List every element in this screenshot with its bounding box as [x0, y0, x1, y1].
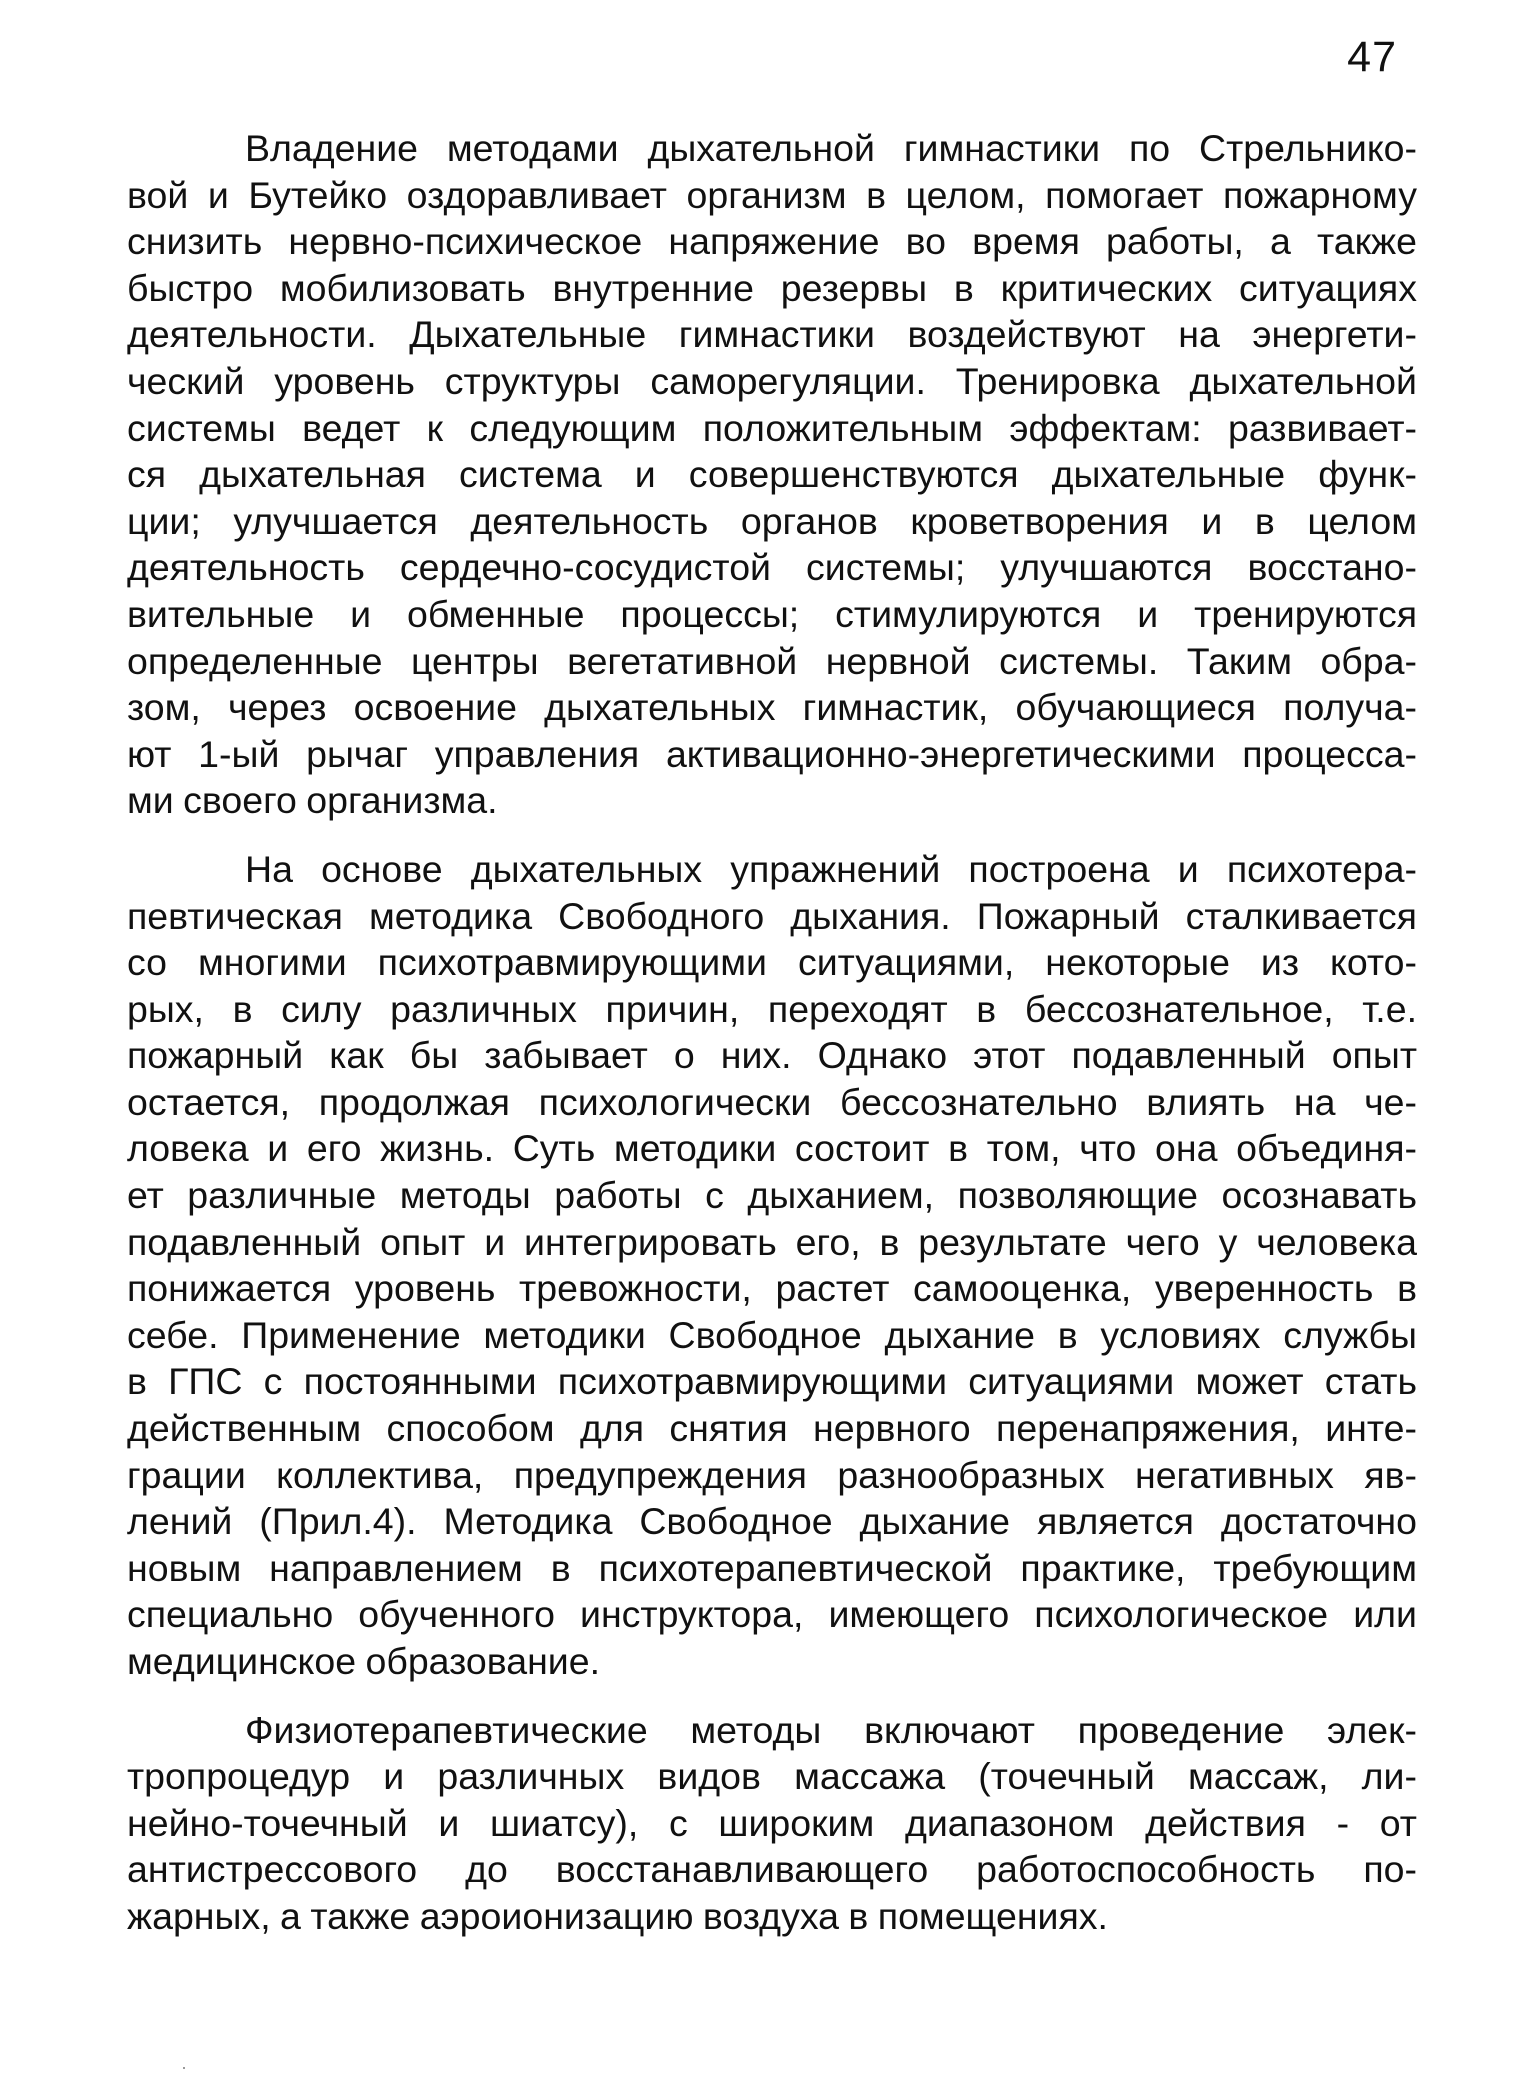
text-line: определенные центры вегетативной нервной системы. Таким обра-: [127, 639, 1417, 682]
text-line: нейно-точечный и шиатсу), с широким диапазоном действия - от: [127, 1801, 1417, 1844]
page-number: 47: [1347, 33, 1397, 81]
text-line: тропроцедур и различных видов массажа (точечный массаж, ли-: [127, 1755, 1417, 1798]
text-line: деятельности. Дыхательные гимнастики воздействуют на энергети-: [127, 313, 1417, 356]
text-line: со многими психотравмирующими ситуациями, некоторые из кото-: [127, 941, 1417, 984]
text-line: действенным способом для снятия нервного перенапряжения, инте-: [127, 1407, 1417, 1450]
text-line: пожарный как бы забывает о них. Однако этот подавленный опыт: [127, 1034, 1417, 1077]
text-line: ми своего организма.: [127, 779, 498, 822]
text-line: На основе дыхательных упражнений построена и психотера-: [245, 847, 1417, 890]
text-line: ет различные методы работы с дыханием, позволяющие осознавать: [127, 1174, 1417, 1217]
text-line: медицинское образование.: [127, 1640, 601, 1682]
text-line: новым направлением в психотерапевтической практике, требующим: [127, 1546, 1417, 1589]
text-line: ческий уровень структуры саморегуляции. Тренировка дыхательной: [127, 359, 1417, 402]
text-line: быстро мобилизовать внутренние резервы в критических ситуациях: [127, 266, 1417, 309]
text-line: остается, продолжая психологически бессознательно влиять на че-: [127, 1080, 1417, 1123]
scan-speck: [183, 2067, 185, 2069]
text-line: вительные и обменные процессы; стимулируются и тренируются: [127, 592, 1417, 635]
text-line: лений (Прил.4). Методика Свободное дыхание является достаточно: [127, 1500, 1417, 1543]
text-line: понижается уровень тревожности, растет самооценка, уверенность в: [127, 1267, 1417, 1310]
body-text: [127, 125, 1417, 1962]
text-line: певтическая методика Свободного дыхания. Пожарный сталкивается: [127, 894, 1417, 937]
text-line: вой и Бутейко оздоравливает организм в целом, помогает пожарному: [127, 173, 1417, 216]
text-line: зом, через освоение дыхательных гимнастик, обучающиеся получа-: [127, 686, 1417, 729]
text-line: Физиотерапевтические методы включают проведение элек-: [245, 1708, 1417, 1751]
paragraph-1: [127, 125, 1417, 824]
text-line: грации коллектива, предупреждения разнообразных негативных яв-: [127, 1453, 1417, 1496]
text-line: антистрессового до восстанавливающего работоспособность по-: [127, 1848, 1417, 1891]
text-line: себе. Применение методики Свободное дыхание в условиях службы: [127, 1313, 1417, 1356]
text-line: снизить нервно-психическое напряжение во время работы, а также: [127, 220, 1417, 263]
text-line: ся дыхательная система и совершенствуются дыхательные функ-: [127, 453, 1417, 496]
text-line: ции; улучшается деятельность органов кроветворения и в целом: [127, 499, 1417, 542]
text-line: специально обученного инструктора, имеющего психологическое или: [127, 1593, 1417, 1636]
text-line: подавленный опыт и интегрировать его, в результате чего у человека: [127, 1220, 1417, 1263]
text-line: ют 1-ый рычаг управления активационно-энергетическими процесса-: [127, 732, 1417, 775]
paragraph-3: [127, 1707, 1417, 1940]
text-line: Владение методами дыхательной гимнастики по Стрельнико-: [245, 127, 1417, 169]
text-line: жарных, а также аэроионизацию воздуха в помещениях.: [127, 1894, 1108, 1937]
text-line: в ГПС с постоянными психотравмирующими ситуациями может стать: [127, 1360, 1417, 1403]
text-line: деятельность сердечно-сосудистой системы; улучшаются восстано-: [127, 546, 1417, 589]
text-line: рых, в силу различных причин, переходят в бессознательное, т.е.: [127, 987, 1417, 1030]
text-line: системы ведет к следующим положительным эффектам: развивает-: [127, 406, 1417, 449]
paragraph-2: [127, 846, 1417, 1685]
text-line: ловека и его жизнь. Суть методики состоит в том, что она объединя-: [127, 1127, 1417, 1170]
